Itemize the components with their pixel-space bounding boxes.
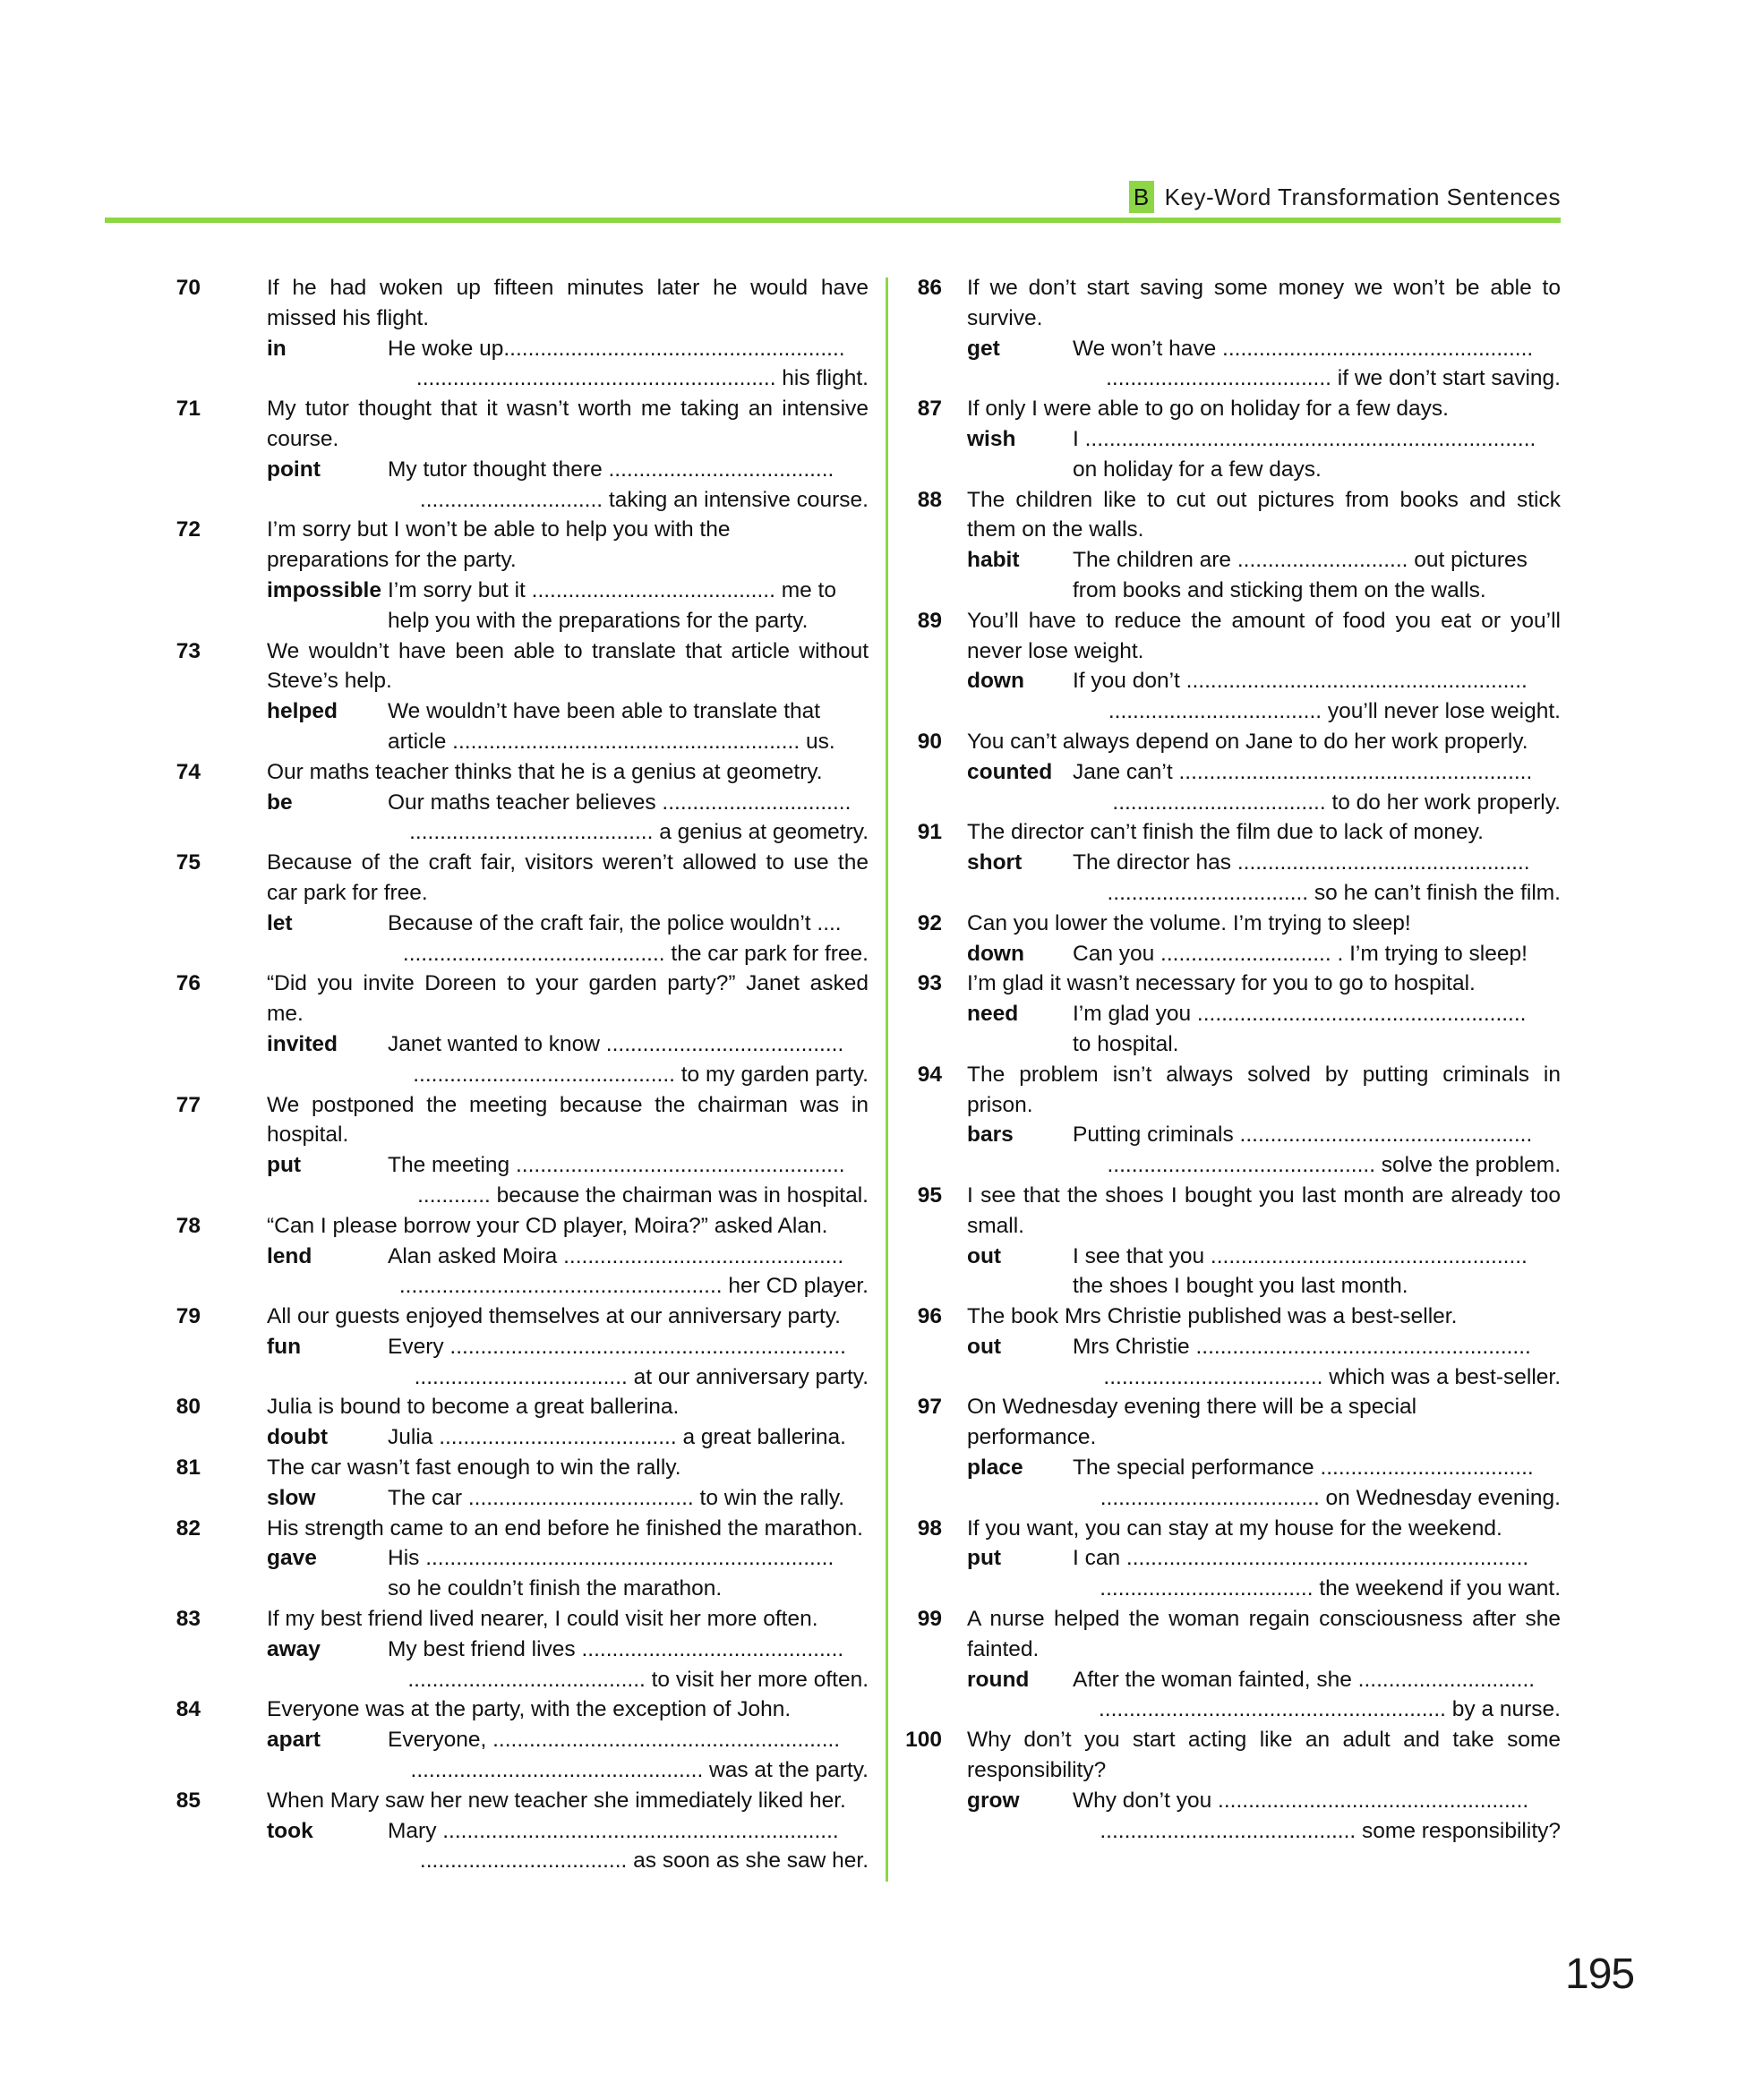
answer-line: ........................................... to my garden party.: [413, 1062, 869, 1087]
answer-line: The children are ............................ out pictures: [1073, 548, 1528, 573]
sentence-text: The book Mrs Christie published was a best-seller.: [967, 1304, 1458, 1329]
sentence-text: Julia is bound to become a great ballerina.: [267, 1395, 680, 1420]
exercise-item: [175, 1514, 869, 1604]
sentence-text: The director can’t finish the film due to lack of money.: [967, 820, 1484, 845]
exercise-item: [175, 1211, 869, 1302]
sentence-text: If only I were able to go on holiday for a few days.: [967, 397, 1449, 422]
original-sentence: [904, 1604, 1561, 1665]
key-word: down: [967, 941, 1024, 966]
sentence-text: The children like to cut out pictures from books and stick them on the walls.: [967, 487, 1561, 542]
answer-line: The car ..................................... to win the rally.: [388, 1485, 845, 1510]
exercise-item: [175, 394, 869, 515]
original-sentence: [904, 817, 1561, 848]
transformation-row: [904, 757, 1561, 818]
sentence-text: You can’t always depend on Jane to do her work properly.: [967, 729, 1528, 754]
answer-line: We wouldn’t have been able to translate that: [388, 699, 821, 724]
transformation-row: [206, 576, 869, 636]
item-number: 98: [917, 1515, 942, 1541]
original-sentence: [206, 757, 869, 788]
exercise-item: [904, 606, 1561, 727]
answer-line: My best friend lives ...........................................: [388, 1636, 844, 1661]
original-sentence: [206, 1392, 869, 1422]
sentence-text: “Did you invite Doreen to your garden party?” Janet asked me.: [267, 971, 869, 1027]
item-number: 78: [175, 1213, 201, 1238]
answer-line: .......................................... some responsibility?: [1100, 1818, 1561, 1843]
answer-line: ................................... the weekend if you want.: [1100, 1576, 1561, 1601]
answer-line: I’m glad you ......................................................: [1073, 1002, 1527, 1027]
answer-line: Because of the craft fair, the police wouldn’t ....: [388, 910, 842, 935]
key-word: be: [267, 790, 293, 815]
item-number: 74: [175, 759, 201, 784]
sentence-text: We postponed the meeting because the chairman was in hospital.: [267, 1092, 869, 1148]
transformation-row: [206, 1483, 869, 1514]
exercise-item: [175, 1302, 869, 1392]
sentence-text: All our guests enjoyed themselves at our anniversary party.: [267, 1304, 841, 1329]
key-word: round: [967, 1667, 1030, 1692]
key-word: out: [967, 1334, 1002, 1359]
answer-line: If you don’t ........................................................: [1073, 669, 1528, 694]
original-sentence: [206, 636, 869, 697]
item-number: 72: [175, 517, 201, 542]
key-word: away: [267, 1636, 321, 1661]
transformation-row: [206, 455, 869, 516]
transformed-sentence: [388, 1635, 869, 1695]
answer-line: Janet wanted to know .......................................: [388, 1031, 844, 1056]
answer-line: ............ because the chairman was in hospital.: [417, 1182, 869, 1208]
answer-line: My tutor thought there .....................................: [388, 457, 834, 482]
answer-line: The director has ................................................: [1073, 850, 1530, 875]
exercise-item: [175, 848, 869, 969]
sentence-text: Everyone was at the party, with the exception of John.: [267, 1697, 792, 1722]
exercise-item: [904, 1392, 1561, 1513]
answer-line: We won’t have ...................................................: [1073, 336, 1534, 361]
key-word: down: [967, 669, 1024, 694]
transformed-sentence: [1073, 1242, 1561, 1302]
transformed-sentence: [388, 455, 869, 516]
key-word: fun: [267, 1334, 302, 1359]
transformation-row: [206, 1029, 869, 1090]
answer-line: ........................................................... his flight.: [415, 366, 869, 391]
answer-line: .................................... which was a best-seller.: [1103, 1364, 1561, 1389]
key-word: habit: [967, 548, 1020, 573]
left-column: [175, 273, 869, 1876]
answer-line: The meeting ......................................................: [388, 1153, 845, 1178]
answer-line: from books and sticking them on the walls.: [1073, 577, 1486, 602]
exercise-item: [175, 969, 869, 1089]
answer-line: ................................................ was at the party.: [410, 1758, 869, 1783]
key-word: doubt: [267, 1425, 329, 1450]
original-sentence: [206, 848, 869, 909]
exercise-item: [904, 1060, 1561, 1181]
transformed-sentence: [388, 909, 869, 969]
answer-line: ..................................... if we don’t start saving.: [1106, 366, 1561, 391]
answer-line: article ......................................................... us.: [388, 729, 835, 754]
transformation-row: [206, 1332, 869, 1393]
key-word: let: [267, 910, 293, 935]
key-word: put: [967, 1546, 1002, 1571]
transformed-sentence: [1073, 1120, 1561, 1181]
transformed-sentence: [388, 1725, 869, 1786]
key-word: get: [967, 336, 1000, 361]
header-rule: [105, 218, 1561, 223]
original-sentence: [206, 1302, 869, 1332]
exercise-item: [904, 909, 1561, 969]
answer-line: ........................................... the car park for free.: [402, 941, 869, 966]
answer-line: ............................................ solve the problem.: [1107, 1153, 1561, 1178]
answer-line: ................................... to do her work properly.: [1112, 790, 1561, 815]
sentence-text: If we don’t start saving some money we won’t be able to survive.: [967, 276, 1561, 330]
exercise-item: [904, 394, 1561, 484]
original-sentence: [206, 515, 869, 576]
exercise-item: [904, 1604, 1561, 1725]
transformed-sentence: [1073, 1543, 1561, 1604]
original-sentence: [904, 273, 1561, 334]
answer-line: Mary .................................................................: [388, 1818, 839, 1843]
item-number: 80: [175, 1395, 201, 1420]
exercise-item: [904, 727, 1561, 817]
exercise-item: [904, 969, 1561, 1059]
original-sentence: [206, 1695, 869, 1725]
item-number: 92: [917, 910, 942, 935]
exercise-item: [175, 1695, 869, 1785]
sentence-text: On Wednesday evening there will be a special: [967, 1395, 1417, 1420]
item-number: 84: [175, 1697, 201, 1722]
answer-line: ..................................................... her CD player.: [398, 1274, 869, 1299]
key-word: invited: [267, 1031, 338, 1056]
item-number: 94: [917, 1062, 942, 1087]
item-number: 99: [917, 1607, 942, 1632]
transformed-sentence: [388, 1150, 869, 1211]
sentence-text: When Mary saw her new teacher she immediately liked her.: [267, 1788, 846, 1813]
key-word: put: [267, 1153, 302, 1178]
original-sentence: [904, 909, 1561, 939]
transformed-sentence: [388, 1029, 869, 1090]
sentence-text: I see that the shoes I bought you last month are already too small.: [967, 1182, 1561, 1238]
transformation-row: [904, 1242, 1561, 1302]
sentence-text: The problem isn’t always solved by putting criminals in prison.: [967, 1062, 1561, 1117]
answer-line: to hospital.: [1073, 1031, 1179, 1056]
transformation-row: [904, 666, 1561, 727]
item-number: 79: [175, 1304, 201, 1329]
original-sentence: [904, 1060, 1561, 1121]
answer-line: ................................. so he can’t finish the film.: [1107, 880, 1561, 905]
sentence-text: If you want, you can stay at my house for the weekend.: [967, 1515, 1502, 1541]
answer-line: Alan asked Moira ..............................................: [388, 1243, 844, 1268]
answer-line: I’m sorry but it ........................................ me to: [388, 577, 836, 602]
exercise-item: [904, 1302, 1561, 1392]
original-sentence: [904, 1302, 1561, 1332]
key-word: wish: [967, 426, 1016, 451]
sentence-text: preparations for the party.: [267, 548, 517, 573]
answer-line: Mrs Christie .......................................................: [1073, 1334, 1531, 1359]
transformed-sentence: [388, 1816, 869, 1877]
answer-line: Our maths teacher believes ...............................: [388, 790, 852, 815]
answer-line: Jane can’t ..........................................................: [1073, 759, 1533, 784]
sentence-text: “Can I please borrow your CD player, Moira?” asked Alan.: [267, 1213, 828, 1238]
item-number: 100: [905, 1728, 942, 1753]
item-number: 88: [917, 487, 942, 512]
transformation-row: [206, 1635, 869, 1695]
original-sentence: [206, 1786, 869, 1816]
key-word: lend: [267, 1243, 312, 1268]
transformed-sentence: [1073, 757, 1561, 818]
sentence-text: The car wasn’t fast enough to win the rally.: [267, 1455, 681, 1481]
item-number: 96: [917, 1304, 942, 1329]
sentence-text: A nurse helped the woman regain consciousness after she fainted.: [967, 1607, 1561, 1661]
transformed-sentence: [388, 1242, 869, 1302]
exercise-item: [904, 273, 1561, 394]
original-sentence: [206, 969, 869, 1029]
exercise-item: [175, 757, 869, 848]
exercise-item: [175, 1786, 869, 1876]
exercise-item: [904, 817, 1561, 908]
exercise-item: [175, 515, 869, 636]
key-word: place: [967, 1455, 1023, 1481]
original-sentence: [206, 394, 869, 455]
transformation-row: [206, 1242, 869, 1302]
transformed-sentence: [1073, 424, 1561, 485]
transformed-sentence: [1073, 1453, 1561, 1514]
transformation-row: [904, 848, 1561, 909]
answer-line: Putting criminals ................................................: [1073, 1123, 1533, 1148]
sentence-text: We wouldn’t have been able to translate that article without Steve’s help.: [267, 638, 869, 694]
answer-line: His ...................................................................: [388, 1546, 834, 1571]
original-sentence: [904, 1392, 1561, 1453]
original-sentence: [904, 1725, 1561, 1786]
sentence-text: Because of the craft fair, visitors weren’t allowed to use the car park for free.: [267, 850, 869, 905]
original-sentence: [904, 485, 1561, 546]
item-number: 85: [175, 1788, 201, 1813]
original-sentence: [904, 606, 1561, 667]
transformation-row: [904, 1453, 1561, 1514]
transformation-row: [904, 545, 1561, 606]
transformation-row: [206, 1725, 869, 1786]
answer-line: I ..........................................................................: [1073, 426, 1536, 451]
item-number: 97: [917, 1395, 942, 1420]
transformed-sentence: [388, 788, 869, 849]
key-word: grow: [967, 1788, 1020, 1813]
transformation-row: [206, 1816, 869, 1877]
answer-line: so he couldn’t finish the marathon.: [388, 1576, 723, 1601]
key-word: slow: [267, 1485, 316, 1510]
transformed-sentence: [1073, 334, 1561, 395]
transformed-sentence: [1073, 1786, 1561, 1847]
item-number: 82: [175, 1515, 201, 1541]
answer-line: help you with the preparations for the party.: [388, 608, 809, 633]
sentence-text: I’m glad it wasn’t necessary for you to go to hospital.: [967, 971, 1476, 996]
sentence-text: His strength came to an end before he finished the marathon.: [267, 1515, 863, 1541]
original-sentence: [904, 1514, 1561, 1544]
original-sentence: [206, 273, 869, 334]
item-number: 91: [917, 820, 942, 845]
key-word: gave: [267, 1546, 317, 1571]
sentence-text: Why don’t you start acting like an adult and take some responsibility?: [967, 1728, 1561, 1783]
item-number: 89: [917, 608, 942, 633]
transformed-sentence: [388, 1543, 869, 1604]
answer-line: ................................... you’ll never lose weight.: [1108, 699, 1561, 724]
exercise-item: [175, 1392, 869, 1453]
transformation-row: [206, 1150, 869, 1211]
item-number: 86: [917, 276, 942, 300]
right-column: [904, 273, 1561, 1846]
item-number: 81: [175, 1455, 201, 1481]
transformation-row: [904, 1786, 1561, 1847]
item-number: 83: [175, 1607, 201, 1632]
section-heading: [1129, 179, 1561, 215]
transformed-sentence: [388, 1483, 869, 1514]
transformation-row: [206, 334, 869, 395]
exercise-item: [904, 1181, 1561, 1302]
item-number: 93: [917, 971, 942, 996]
transformation-row: [904, 999, 1561, 1060]
original-sentence: [206, 1604, 869, 1635]
exercise-item: [904, 1514, 1561, 1604]
transformation-row: [904, 334, 1561, 395]
sentence-text: performance.: [967, 1425, 1097, 1450]
transformed-sentence: [1073, 545, 1561, 606]
answer-line: I see that you ....................................................: [1073, 1243, 1528, 1268]
answer-line: After the woman fainted, she .............................: [1073, 1667, 1536, 1692]
answer-line: ....................................... to visit her more often.: [407, 1667, 869, 1692]
exercise-item: [175, 1453, 869, 1514]
transformed-sentence: [388, 1332, 869, 1393]
answer-line: Every .................................................................: [388, 1334, 846, 1359]
answer-line: I can ..................................................................: [1073, 1546, 1529, 1571]
key-word: impossible: [267, 577, 381, 602]
transformation-row: [206, 1422, 869, 1453]
key-word: bars: [967, 1123, 1014, 1148]
key-word: took: [267, 1818, 313, 1843]
exercise-item: [904, 1725, 1561, 1846]
key-word: apart: [267, 1728, 321, 1753]
answer-line: on holiday for a few days.: [1073, 457, 1322, 482]
sentence-text: My tutor thought that it wasn’t worth me taking an intensive course.: [267, 397, 869, 451]
item-number: 77: [175, 1092, 201, 1117]
original-sentence: [206, 1211, 869, 1242]
sentence-text: If he had woken up fifteen minutes later he would have missed his flight.: [267, 276, 869, 330]
answer-line: ........................................ a genius at geometry.: [409, 820, 869, 845]
item-number: 90: [917, 729, 942, 754]
item-number: 76: [175, 971, 201, 996]
key-word: need: [967, 1002, 1019, 1027]
answer-line: .................................... on Wednesday evening.: [1100, 1485, 1561, 1510]
key-word: counted: [967, 759, 1053, 784]
transformed-sentence: [1073, 848, 1561, 909]
answer-line: Why don’t you ...................................................: [1073, 1788, 1529, 1813]
item-number: 73: [175, 638, 201, 663]
original-sentence: [904, 969, 1561, 999]
answer-line: Can you ............................ . I’m trying to sleep!: [1073, 941, 1528, 966]
key-word: out: [967, 1243, 1002, 1268]
answer-line: He woke up........................................................: [388, 336, 845, 361]
transformed-sentence: [1073, 1665, 1561, 1726]
original-sentence: [904, 394, 1561, 424]
sentence-text: I’m sorry but I won’t be able to help you with the: [267, 517, 731, 542]
transformed-sentence: [388, 576, 869, 636]
original-sentence: [904, 727, 1561, 757]
answer-line: ................................... at our anniversary party.: [414, 1364, 869, 1389]
original-sentence: [206, 1514, 869, 1544]
exercise-item: [175, 1090, 869, 1211]
answer-line: Everyone, .........................................................: [388, 1728, 841, 1753]
transformation-row: [206, 1543, 869, 1604]
transformation-row: [206, 696, 869, 757]
answer-line: the shoes I bought you last month.: [1073, 1274, 1408, 1299]
transformed-sentence: [388, 696, 869, 757]
transformation-row: [904, 1665, 1561, 1726]
exercise-item: [175, 273, 869, 394]
transformation-row: [904, 1543, 1561, 1604]
key-word: in: [267, 336, 287, 361]
transformation-row: [904, 1332, 1561, 1393]
answer-line: .............................. taking an intensive course.: [419, 487, 869, 512]
section-title: Key-Word Transformation Sentences: [1164, 183, 1561, 210]
transformed-sentence: [1073, 999, 1561, 1060]
key-word: point: [267, 457, 321, 482]
transformation-row: [904, 424, 1561, 485]
answer-line: .................................. as soon as she saw her.: [419, 1848, 869, 1874]
exercise-item: [904, 485, 1561, 606]
transformation-row: [904, 939, 1561, 969]
transformation-row: [904, 1120, 1561, 1181]
answer-line: Julia ....................................... a great ballerina.: [388, 1425, 846, 1450]
transformed-sentence: [1073, 939, 1561, 969]
item-number: 95: [917, 1182, 942, 1208]
transformed-sentence: [1073, 1332, 1561, 1393]
key-word: short: [967, 850, 1023, 875]
transformation-row: [206, 909, 869, 969]
exercise-item: [175, 636, 869, 757]
transformed-sentence: [1073, 666, 1561, 727]
original-sentence: [206, 1090, 869, 1151]
transformation-row: [206, 788, 869, 849]
sentence-text: If my best friend lived nearer, I could visit her more often.: [267, 1607, 818, 1632]
item-number: 75: [175, 850, 201, 875]
section-badge: B: [1129, 181, 1154, 213]
answer-line: ......................................................... by a nurse.: [1098, 1697, 1561, 1722]
sentence-text: Can you lower the volume. I’m trying to sleep!: [967, 910, 1411, 935]
original-sentence: [904, 1181, 1561, 1242]
key-word: helped: [267, 699, 338, 724]
page-number: 195: [1565, 1951, 1635, 1998]
transformed-sentence: [388, 1422, 869, 1453]
item-number: 87: [917, 397, 942, 422]
answer-line: The special performance ...................................: [1073, 1455, 1534, 1481]
page-header: [0, 0, 1763, 233]
exercise-item: [175, 1604, 869, 1695]
sentence-text: Our maths teacher thinks that he is a genius at geometry.: [267, 759, 823, 784]
sentence-text: You’ll have to reduce the amount of food you eat or you’ll never lose weight.: [967, 608, 1561, 663]
item-number: 71: [175, 397, 201, 422]
transformed-sentence: [388, 334, 869, 395]
item-number: 70: [175, 276, 201, 300]
original-sentence: [206, 1453, 869, 1483]
